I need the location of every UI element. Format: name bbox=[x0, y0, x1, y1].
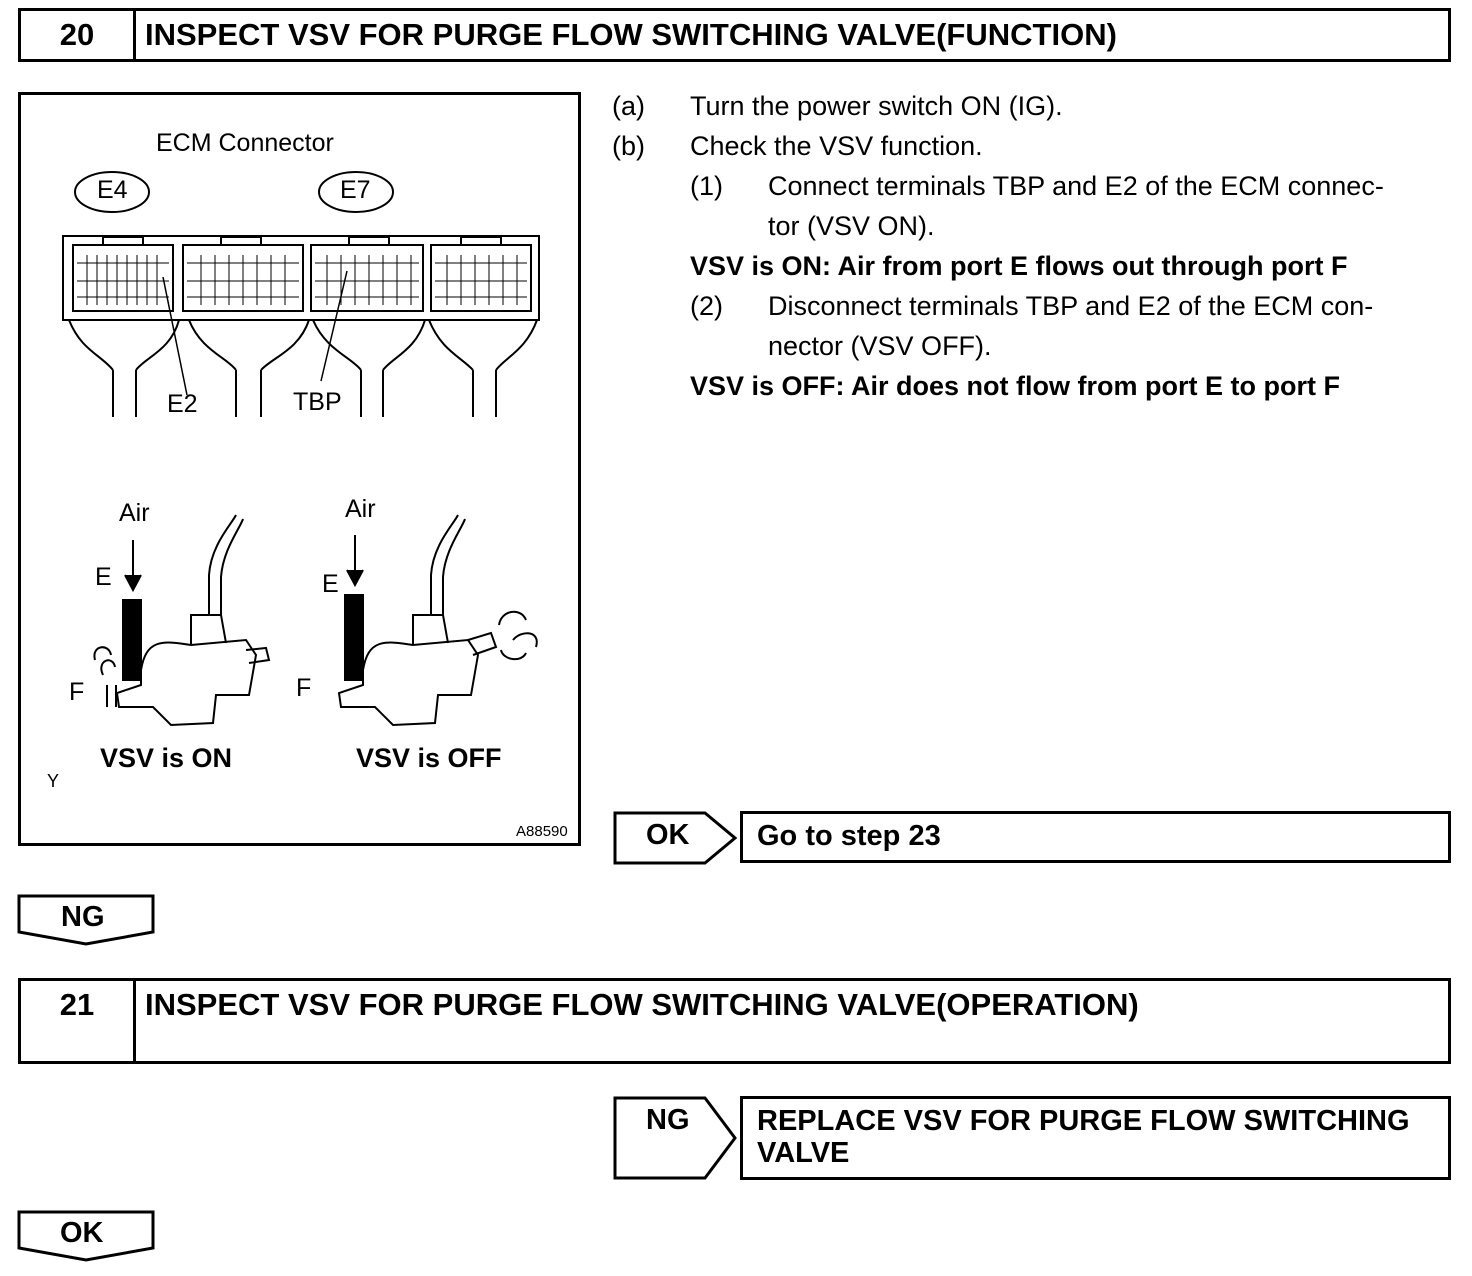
ng-result-21-line2: VALVE bbox=[757, 1137, 850, 1169]
ecm-connector-label: ECM Connector bbox=[156, 129, 334, 157]
instr-b1-line2: tor (VSV ON). bbox=[768, 211, 935, 241]
instr-a-label: (a) bbox=[612, 91, 645, 121]
port-e-label-on: E bbox=[95, 563, 112, 591]
ng-result-21 bbox=[740, 1096, 1451, 1180]
figure-panel bbox=[18, 92, 581, 846]
terminal-e2-label: E2 bbox=[167, 390, 198, 418]
port-f-label-on: F bbox=[69, 678, 85, 706]
step-20-number: 20 bbox=[21, 11, 136, 59]
ng-down-tag-20: NG bbox=[61, 901, 105, 933]
instr-b1-line1: Connect terminals TBP and E2 of the ECM connec- bbox=[768, 171, 1384, 201]
instr-b2-line2: nector (VSV OFF). bbox=[768, 331, 992, 361]
instr-b2-line1: Disconnect terminals TBP and E2 of the ECM con- bbox=[768, 291, 1374, 321]
vsv-on-drawing bbox=[94, 515, 269, 725]
instr-b1-result: VSV is ON: Air from port E flows out through port F bbox=[690, 251, 1348, 281]
figure-id: A88590 bbox=[516, 823, 568, 840]
instr-b1-label: (1) bbox=[690, 171, 723, 201]
instr-b2-label: (2) bbox=[690, 291, 723, 321]
connector-e4-label: E4 bbox=[97, 176, 128, 204]
ok-tag-20: OK bbox=[646, 819, 690, 851]
air-label-on: Air bbox=[119, 499, 150, 527]
step-20-title: INSPECT VSV FOR PURGE FLOW SWITCHING VALVE(FUNCTION) bbox=[145, 17, 1117, 52]
port-f-label-off: F bbox=[296, 674, 312, 702]
vsv-off-drawing bbox=[339, 515, 537, 725]
caption-vsv-on: VSV is ON bbox=[100, 743, 233, 773]
corner-mark: Y bbox=[47, 771, 60, 791]
instr-b-label: (b) bbox=[612, 131, 645, 161]
instr-a-text: Turn the power switch ON (IG). bbox=[690, 91, 1063, 121]
connector-e7-label: E7 bbox=[340, 176, 371, 204]
instr-b2-result: VSV is OFF: Air does not flow from port E to port F bbox=[690, 371, 1340, 401]
caption-vsv-off: VSV is OFF bbox=[356, 743, 502, 773]
ok-result-20-text: Go to step 23 bbox=[757, 820, 941, 852]
instr-b-text: Check the VSV function. bbox=[690, 131, 983, 161]
ng-result-21-line1: REPLACE VSV FOR PURGE FLOW SWITCHING bbox=[757, 1105, 1410, 1137]
terminal-tbp-label: TBP bbox=[293, 388, 342, 416]
ok-result-20 bbox=[740, 811, 1451, 863]
step-21-title: INSPECT VSV FOR PURGE FLOW SWITCHING VALVE(OPERATION) bbox=[145, 987, 1139, 1022]
figure-illustration bbox=[21, 95, 578, 843]
port-e-label-off: E bbox=[322, 570, 339, 598]
step-21-number: 21 bbox=[21, 981, 136, 1061]
air-label-off: Air bbox=[345, 495, 376, 523]
ng-tag-21: NG bbox=[646, 1104, 690, 1136]
step-20-header bbox=[18, 8, 1451, 62]
step-21-header bbox=[18, 978, 1451, 1064]
ok-down-tag-21: OK bbox=[60, 1217, 104, 1249]
